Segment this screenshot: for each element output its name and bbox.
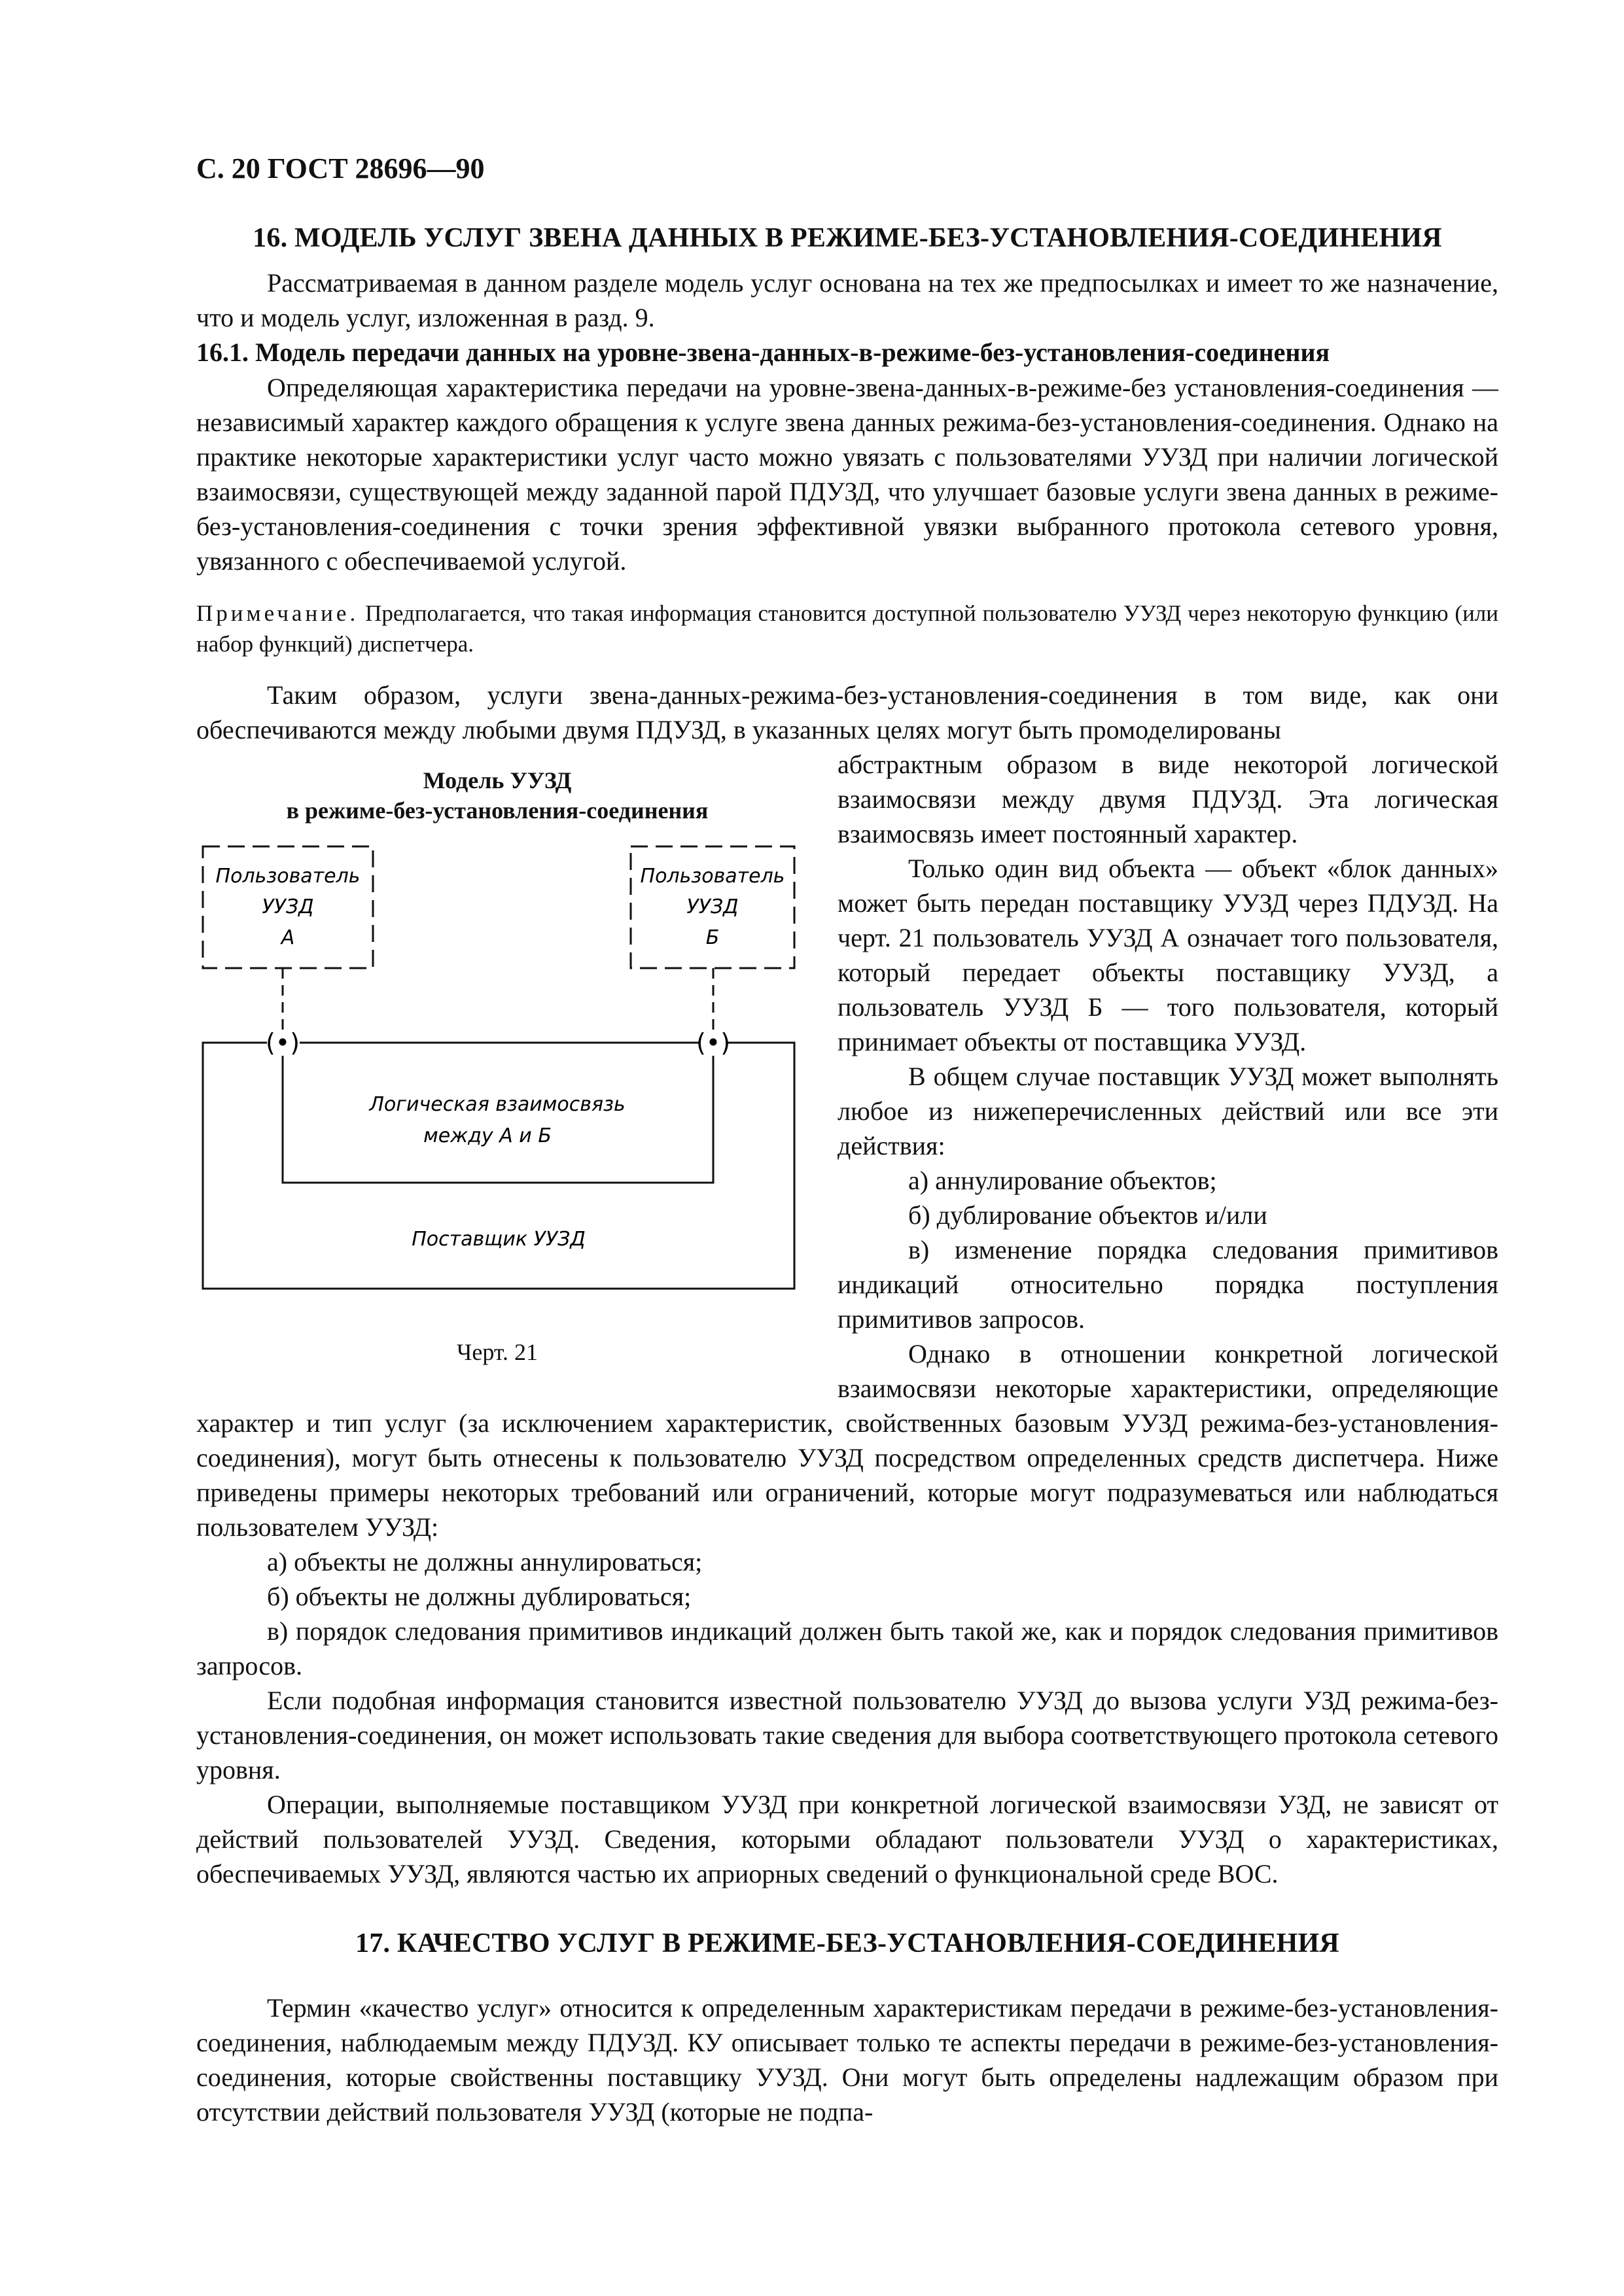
relation-box	[283, 1056, 713, 1183]
list-item: а) объекты не должны аннулироваться;	[267, 1547, 703, 1576]
relation-label: Логическая взаимосвязь	[369, 1093, 626, 1116]
list-item: а) аннулирование объектов;	[908, 1166, 1217, 1195]
user-a-label: А	[281, 926, 295, 949]
paragraph: Таким образом, услуги звена-данных-режима-без-установления-соединения в том виде, как они обеспечиваются между любыми двумя ПДУЗД, в указанных целях могут быть промоделированы	[196, 680, 1498, 744]
paragraph: абстрактным образом в виде некоторой логической взаимосвязи между двумя ПДУЗД. Эта логическая взаимосвязь имеет постоянный характер.	[838, 750, 1498, 848]
note-text: Предполагается, что такая информация становится доступной пользователю УУЗД через некоторую функцию (или набор функций) диспетчера.	[196, 600, 1498, 657]
section-16-title: 16. МОДЕЛЬ УСЛУГ ЗВЕНА ДАННЫХ В РЕЖИМЕ-БЕЗ-УСТАНОВЛЕНИЯ-СОЕДИНЕНИЯ	[253, 223, 1442, 253]
paragraph: В общем случае поставщик УУЗД может выполнять любое из нижеперечисленных действий или все эти действия:	[838, 1062, 1498, 1160]
list-item: б) дублирование объектов и/или	[908, 1200, 1267, 1230]
figure-title-line: в режиме-без-установления-соединения	[286, 797, 709, 824]
model-diagram	[196, 840, 798, 1311]
relation-label: между А и Б	[423, 1124, 552, 1147]
figure-title	[196, 765, 798, 826]
user-b-label: Пользователь	[640, 865, 785, 888]
section-17-title: 17. КАЧЕСТВО УСЛУГ В РЕЖИМЕ-БЕЗ-УСТАНОВЛЕНИЯ-СОЕДИНЕНИЯ	[355, 1928, 1339, 1958]
running-head: С. 20 ГОСТ 28696—90	[196, 152, 485, 184]
paragraph: Если подобная информация становится известной пользователю УУЗД до вызова услуги УЗД режима-без-установления-соединения, он может использовать такие сведения для выбора соответствующего протокола сетевого уровня.	[196, 1686, 1498, 1784]
provider-label: Поставщик УУЗД	[412, 1228, 586, 1251]
list-item: б) объекты не должны дублироваться;	[267, 1582, 692, 1611]
user-a-label: УУЗД	[262, 896, 314, 918]
list-item: в) изменение порядка следования примитивов индикаций относительно порядка поступления примитивов запросов.	[838, 1235, 1498, 1334]
paragraph: Только один вид объекта — объект «блок данных» может быть передан поставщику УУЗД через ПДУЗД. На черт. 21 пользователь УУЗД А означает того пользователя, который передает объекты поставщику УУЗД, а пользователь УУЗД Б — того пользователя, который принимает объекты от поставщика УУЗД.	[838, 854, 1498, 1056]
provider-box	[203, 1043, 794, 1289]
list-item: в) порядок следования примитивов индикаций должен быть такой же, как и порядок следования примитивов запросов.	[196, 1616, 1498, 1680]
user-b-label: УУЗД	[686, 896, 739, 918]
figure-title-line: Модель УУЗД	[423, 767, 572, 793]
paragraph: Однако в отношении конкретной логической взаимосвязи некоторые характеристики, определяющие характер и тип услуг (за исключением характеристик, свойственных базовым УУЗД режима-без-установления-соединения), могут быть отнесены к пользователю УУЗД посредством определенных средств диспетчера. Ниже приведены примеры некоторых требований или ограничений, которые могут подразумеваться или наблюдаться пользователем УУЗД:	[196, 1339, 1498, 1542]
note-label: Примечание.	[196, 600, 359, 626]
user-b-label: Б	[705, 926, 720, 949]
figure-caption: Черт. 21	[457, 1339, 538, 1365]
section-16-intro: Рассматриваемая в данном разделе модель услуг основана на тех же предпосылках и имеет то же назначение, что и модель услуг, изложенная в разд. 9.	[196, 268, 1498, 332]
subsection-16-1-title: 16.1. Модель передачи данных на уровне-звена-данных-в-режиме-без-установления-соединения	[196, 338, 1330, 367]
figure-21	[196, 765, 798, 1367]
paragraph: Термин «качество услуг» относится к определенным характеристикам передачи в режиме-без-установления-соединения, наблюдаемым между ПДУЗД. КУ описывает только те аспекты передачи в режиме-без-установления-соединения, которые свойственны поставщику УУЗД. Они могут быть определены надлежащим образом при отсутствии действий пользователя УУЗД (которые не подпа-	[196, 1993, 1498, 2127]
paragraph: Операции, выполняемые поставщиком УУЗД при конкретной логической взаимосвязи УЗД, не зависят от действий пользователей УУЗД. Сведения, которыми обладают пользователи УУЗД о характеристиках, обеспечиваемых УУЗД, являются частью их априорных сведений о функциональной среде ВОС.	[196, 1790, 1498, 1888]
note	[196, 598, 1498, 659]
paragraph: Определяющая характеристика передачи на уровне-звена-данных-в-режиме-без установления-соединения — независимый характер каждого обращения к услуге звена данных режима-без-установления-соединения. Однако на практике некоторые характеристики услуг часто можно увязать с пользователями УУЗД при наличии логической взаимосвязи, существующей между заданной парой ПДУЗД, что улучшает базовые услуги звена данных в режиме-без-установления-соединения с точки зрения эффективной увязки выбранного протокола сетевого уровня, увязанного с обеспечиваемой услугой.	[196, 373, 1498, 576]
sap-b-symbol: (•)	[696, 1028, 731, 1057]
document-page	[196, 150, 1498, 2129]
user-a-label: Пользователь	[215, 865, 361, 888]
sap-a-symbol: (•)	[265, 1028, 300, 1057]
